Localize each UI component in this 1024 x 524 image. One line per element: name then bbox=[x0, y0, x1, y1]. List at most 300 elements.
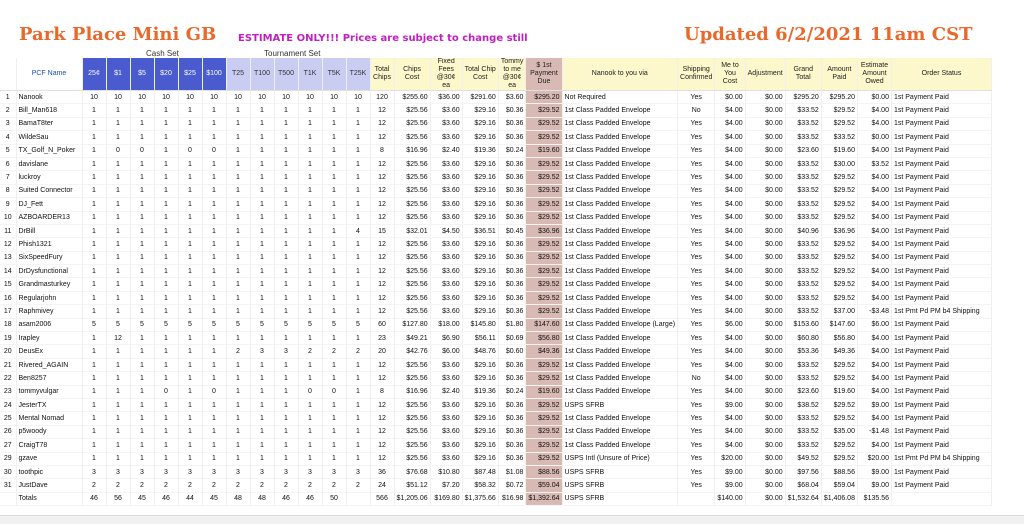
table-cell[interactable]: $3.60 bbox=[430, 184, 462, 197]
table-cell[interactable]: 1 bbox=[130, 278, 154, 291]
table-cell[interactable]: Yes bbox=[678, 144, 715, 157]
table-cell[interactable]: 1 bbox=[226, 104, 250, 117]
table-cell[interactable]: 1 bbox=[82, 211, 106, 224]
row-number[interactable]: 24 bbox=[0, 398, 16, 411]
pcf-name-cell[interactable]: Ben8257 bbox=[16, 372, 82, 385]
table-cell[interactable]: $0.00 bbox=[745, 91, 785, 104]
table-cell[interactable]: $4.00 bbox=[857, 332, 891, 345]
table-cell[interactable]: $0.24 bbox=[498, 385, 526, 398]
table-cell[interactable]: 1 bbox=[130, 265, 154, 278]
table-cell[interactable]: 1st Class Padded Envelope bbox=[562, 358, 678, 371]
table-cell[interactable]: 1st Class Padded Envelope bbox=[562, 265, 678, 278]
table-cell[interactable]: $29.16 bbox=[462, 198, 498, 211]
table-cell[interactable]: 1st Class Padded Envelope bbox=[562, 385, 678, 398]
totals-cell[interactable]: $1,375.66 bbox=[462, 492, 498, 505]
column-header[interactable]: T500 bbox=[274, 58, 298, 91]
row-number[interactable]: 14 bbox=[0, 265, 16, 278]
table-cell[interactable]: 1 bbox=[154, 278, 178, 291]
table-cell[interactable]: $0.00 bbox=[745, 318, 785, 331]
table-cell[interactable]: 0 bbox=[322, 385, 346, 398]
table-cell[interactable]: 1 bbox=[82, 104, 106, 117]
table-cell[interactable]: $9.00 bbox=[857, 465, 891, 478]
table-cell[interactable]: 12 bbox=[370, 291, 394, 304]
table-cell[interactable]: 1 bbox=[202, 171, 226, 184]
table-cell[interactable]: 12 bbox=[370, 398, 394, 411]
column-header[interactable]: T5K bbox=[322, 58, 346, 91]
table-row[interactable] bbox=[0, 211, 991, 224]
table-cell[interactable]: $88.56 bbox=[821, 465, 857, 478]
table-cell[interactable]: 1 bbox=[178, 198, 202, 211]
table-cell[interactable]: 1 bbox=[250, 171, 274, 184]
table-cell[interactable]: $9.00 bbox=[715, 479, 745, 492]
table-cell[interactable]: $25.56 bbox=[394, 238, 430, 251]
table-cell[interactable]: 1st Class Padded Envelope bbox=[562, 144, 678, 157]
table-cell[interactable]: $0.45 bbox=[498, 224, 526, 237]
table-cell[interactable]: 1 bbox=[106, 372, 130, 385]
table-cell[interactable]: 3 bbox=[250, 465, 274, 478]
table-cell[interactable]: 1 bbox=[178, 305, 202, 318]
table-cell[interactable]: $29.52 bbox=[821, 104, 857, 117]
table-cell[interactable]: 1st Class Padded Envelope bbox=[562, 305, 678, 318]
table-cell[interactable]: $4.00 bbox=[857, 224, 891, 237]
table-cell[interactable]: $0.00 bbox=[745, 104, 785, 117]
table-cell[interactable]: $4.00 bbox=[715, 265, 745, 278]
table-cell[interactable]: $0.36 bbox=[498, 131, 526, 144]
table-cell[interactable]: 2 bbox=[322, 345, 346, 358]
table-cell[interactable]: $4.00 bbox=[857, 372, 891, 385]
spreadsheet-grid[interactable] bbox=[0, 58, 1024, 506]
table-cell[interactable]: $29.16 bbox=[462, 265, 498, 278]
table-cell[interactable]: 1 bbox=[322, 198, 346, 211]
table-cell[interactable]: $29.16 bbox=[462, 278, 498, 291]
table-cell[interactable]: $0.00 bbox=[715, 91, 745, 104]
table-cell[interactable]: $29.16 bbox=[462, 425, 498, 438]
table-cell[interactable]: 1st Class Padded Envelope bbox=[562, 291, 678, 304]
table-cell[interactable]: 1st Class Padded Envelope bbox=[562, 251, 678, 264]
table-row[interactable] bbox=[0, 398, 991, 411]
table-cell[interactable]: 1 bbox=[346, 385, 370, 398]
table-cell[interactable]: $0.36 bbox=[498, 398, 526, 411]
table-cell[interactable]: $33.52 bbox=[785, 238, 821, 251]
table-cell[interactable]: $49.36 bbox=[526, 345, 562, 358]
table-cell[interactable]: 1 bbox=[130, 425, 154, 438]
table-cell[interactable]: 1st Payment Paid bbox=[891, 358, 991, 371]
table-cell[interactable]: $16.96 bbox=[394, 144, 430, 157]
table-cell[interactable]: 1 bbox=[250, 265, 274, 278]
column-header[interactable]: Fixed Fees @30¢ ea bbox=[430, 58, 462, 91]
totals-cell[interactable]: 45 bbox=[202, 492, 226, 505]
table-cell[interactable]: $29.52 bbox=[526, 452, 562, 465]
totals-cell[interactable]: $1,532.64 bbox=[785, 492, 821, 505]
table-cell[interactable]: 1st Payment Paid bbox=[891, 157, 991, 170]
table-cell[interactable]: 12 bbox=[370, 184, 394, 197]
column-header[interactable]: T100 bbox=[250, 58, 274, 91]
table-cell[interactable]: $3.60 bbox=[430, 439, 462, 452]
column-header[interactable]: $5 bbox=[130, 58, 154, 91]
table-cell[interactable]: 1 bbox=[178, 425, 202, 438]
pcf-name-cell[interactable]: Raphmivey bbox=[16, 305, 82, 318]
pcf-name-cell[interactable]: DrDysfunctional bbox=[16, 265, 82, 278]
table-cell[interactable]: 1 bbox=[226, 211, 250, 224]
table-cell[interactable]: 1st Pmt Pd PM b4 Shipping bbox=[891, 452, 991, 465]
table-cell[interactable]: 1st Payment Paid bbox=[891, 465, 991, 478]
table-cell[interactable]: 1 bbox=[82, 358, 106, 371]
table-cell[interactable]: 1 bbox=[130, 412, 154, 425]
row-number[interactable]: 2 bbox=[0, 104, 16, 117]
table-cell[interactable]: $4.00 bbox=[715, 198, 745, 211]
table-cell[interactable]: $25.56 bbox=[394, 425, 430, 438]
table-cell[interactable]: $19.60 bbox=[526, 144, 562, 157]
table-cell[interactable]: 2 bbox=[250, 479, 274, 492]
table-cell[interactable]: $25.56 bbox=[394, 278, 430, 291]
table-cell[interactable]: $4.00 bbox=[715, 144, 745, 157]
table-cell[interactable]: 1st Payment Paid bbox=[891, 398, 991, 411]
row-number[interactable]: 18 bbox=[0, 318, 16, 331]
table-cell[interactable]: $29.16 bbox=[462, 211, 498, 224]
table-cell[interactable]: 1 bbox=[202, 345, 226, 358]
table-cell[interactable]: 1 bbox=[322, 171, 346, 184]
table-cell[interactable]: 1 bbox=[250, 224, 274, 237]
table-cell[interactable]: $0.36 bbox=[498, 305, 526, 318]
table-cell[interactable]: 1 bbox=[202, 372, 226, 385]
table-cell[interactable]: $29.52 bbox=[526, 398, 562, 411]
table-cell[interactable]: 1 bbox=[106, 385, 130, 398]
table-cell[interactable]: $25.56 bbox=[394, 358, 430, 371]
table-cell[interactable]: 1 bbox=[82, 385, 106, 398]
table-row[interactable] bbox=[0, 425, 991, 438]
table-cell[interactable]: 1 bbox=[250, 412, 274, 425]
table-cell[interactable]: $33.52 bbox=[785, 425, 821, 438]
pcf-name-cell[interactable]: DeusEx bbox=[16, 345, 82, 358]
pcf-name-cell[interactable]: Nanook bbox=[16, 91, 82, 104]
table-cell[interactable]: Yes bbox=[678, 452, 715, 465]
table-cell[interactable]: 1 bbox=[274, 198, 298, 211]
table-cell[interactable]: 1 bbox=[250, 131, 274, 144]
table-cell[interactable]: 1 bbox=[274, 117, 298, 130]
table-cell[interactable]: $33.52 bbox=[785, 305, 821, 318]
table-cell[interactable]: 10 bbox=[298, 91, 322, 104]
table-cell[interactable]: 1 bbox=[298, 144, 322, 157]
table-cell[interactable]: 1 bbox=[130, 291, 154, 304]
table-cell[interactable]: 1 bbox=[202, 117, 226, 130]
table-cell[interactable]: 3 bbox=[298, 465, 322, 478]
table-cell[interactable]: 1 bbox=[130, 211, 154, 224]
table-cell[interactable]: 1 bbox=[346, 452, 370, 465]
table-cell[interactable]: 3 bbox=[154, 465, 178, 478]
table-cell[interactable]: 5 bbox=[130, 318, 154, 331]
table-cell[interactable]: $33.52 bbox=[785, 211, 821, 224]
table-cell[interactable]: 1 bbox=[82, 278, 106, 291]
pcf-name-cell[interactable]: Rivered_AGAIN bbox=[16, 358, 82, 371]
table-cell[interactable]: 1 bbox=[154, 345, 178, 358]
table-cell[interactable]: $0.36 bbox=[498, 358, 526, 371]
table-cell[interactable]: $0.00 bbox=[745, 479, 785, 492]
table-cell[interactable]: $4.00 bbox=[857, 104, 891, 117]
column-header[interactable]: PCF Name bbox=[16, 58, 82, 91]
table-cell[interactable]: 1 bbox=[106, 345, 130, 358]
table-cell[interactable]: $29.52 bbox=[526, 198, 562, 211]
table-cell[interactable]: $35.00 bbox=[821, 425, 857, 438]
column-header[interactable]: $100 bbox=[202, 58, 226, 91]
table-cell[interactable]: $3.60 bbox=[430, 157, 462, 170]
table-cell[interactable]: $20.00 bbox=[857, 452, 891, 465]
table-cell[interactable]: $0.36 bbox=[498, 265, 526, 278]
table-cell[interactable]: $33.52 bbox=[785, 157, 821, 170]
table-cell[interactable]: 1 bbox=[226, 251, 250, 264]
table-cell[interactable]: Yes bbox=[678, 91, 715, 104]
table-cell[interactable]: 1 bbox=[322, 211, 346, 224]
table-cell[interactable]: 1 bbox=[250, 278, 274, 291]
table-cell[interactable]: $145.80 bbox=[462, 318, 498, 331]
table-cell[interactable]: $29.52 bbox=[821, 439, 857, 452]
table-cell[interactable]: 1 bbox=[106, 412, 130, 425]
table-cell[interactable]: 1 bbox=[250, 157, 274, 170]
table-cell[interactable]: 1 bbox=[82, 305, 106, 318]
table-cell[interactable]: $4.00 bbox=[715, 385, 745, 398]
table-cell[interactable]: $29.16 bbox=[462, 157, 498, 170]
table-cell[interactable]: 1st Payment Paid bbox=[891, 211, 991, 224]
table-cell[interactable]: $0.36 bbox=[498, 439, 526, 452]
table-cell[interactable]: $0.00 bbox=[745, 385, 785, 398]
table-cell[interactable]: $0.36 bbox=[498, 278, 526, 291]
table-cell[interactable]: 1 bbox=[178, 104, 202, 117]
table-cell[interactable]: $0.36 bbox=[498, 211, 526, 224]
table-cell[interactable]: 1 bbox=[130, 439, 154, 452]
table-cell[interactable]: 5 bbox=[202, 318, 226, 331]
table-cell[interactable]: 1 bbox=[106, 224, 130, 237]
table-cell[interactable]: 12 bbox=[370, 198, 394, 211]
totals-cell[interactable]: $1,205.06 bbox=[394, 492, 430, 505]
table-cell[interactable]: 1st Payment Paid bbox=[891, 224, 991, 237]
table-cell[interactable]: $0.36 bbox=[498, 157, 526, 170]
table-cell[interactable]: $25.56 bbox=[394, 184, 430, 197]
table-cell[interactable]: 1 bbox=[202, 452, 226, 465]
table-cell[interactable]: $29.52 bbox=[526, 157, 562, 170]
table-cell[interactable]: $56.80 bbox=[526, 332, 562, 345]
table-cell[interactable]: 1 bbox=[106, 171, 130, 184]
table-cell[interactable]: $0.00 bbox=[745, 251, 785, 264]
table-cell[interactable]: -$3.48 bbox=[857, 305, 891, 318]
row-number[interactable]: 12 bbox=[0, 238, 16, 251]
row-number[interactable]: 4 bbox=[0, 131, 16, 144]
table-cell[interactable]: 1 bbox=[82, 157, 106, 170]
table-cell[interactable]: 1 bbox=[346, 332, 370, 345]
table-cell[interactable]: 1 bbox=[346, 291, 370, 304]
table-cell[interactable]: $7.20 bbox=[430, 479, 462, 492]
table-cell[interactable]: $3.60 bbox=[430, 131, 462, 144]
table-cell[interactable]: 0 bbox=[106, 144, 130, 157]
table-cell[interactable]: 1 bbox=[274, 358, 298, 371]
table-cell[interactable]: $3.60 bbox=[430, 171, 462, 184]
table-cell[interactable]: 1 bbox=[226, 305, 250, 318]
table-row[interactable] bbox=[0, 372, 991, 385]
table-cell[interactable]: $0.36 bbox=[498, 372, 526, 385]
pcf-name-cell[interactable]: AZBOARDER13 bbox=[16, 211, 82, 224]
table-cell[interactable]: $19.60 bbox=[821, 144, 857, 157]
table-cell[interactable]: 1 bbox=[178, 131, 202, 144]
table-cell[interactable]: 1 bbox=[250, 117, 274, 130]
table-cell[interactable]: 20 bbox=[370, 345, 394, 358]
table-cell[interactable]: $29.52 bbox=[526, 211, 562, 224]
table-cell[interactable]: $29.52 bbox=[821, 117, 857, 130]
table-cell[interactable]: 1 bbox=[346, 412, 370, 425]
table-cell[interactable]: 1 bbox=[130, 238, 154, 251]
table-cell[interactable]: $4.00 bbox=[715, 224, 745, 237]
table-cell[interactable]: $0.00 bbox=[745, 412, 785, 425]
table-cell[interactable]: $6.00 bbox=[857, 318, 891, 331]
table-cell[interactable]: $19.36 bbox=[462, 144, 498, 157]
table-cell[interactable]: 1 bbox=[226, 131, 250, 144]
table-cell[interactable]: 12 bbox=[370, 117, 394, 130]
table-cell[interactable]: 3 bbox=[106, 465, 130, 478]
table-cell[interactable]: $29.52 bbox=[821, 278, 857, 291]
table-cell[interactable]: $4.00 bbox=[715, 184, 745, 197]
table-cell[interactable]: Yes bbox=[678, 398, 715, 411]
table-cell[interactable]: 1 bbox=[106, 198, 130, 211]
table-cell[interactable]: 1st Class Padded Envelope bbox=[562, 198, 678, 211]
table-cell[interactable]: No bbox=[678, 104, 715, 117]
table-cell[interactable]: 1st Class Padded Envelope bbox=[562, 425, 678, 438]
pcf-name-cell[interactable]: gzave bbox=[16, 452, 82, 465]
table-cell[interactable]: 2 bbox=[298, 345, 322, 358]
column-header[interactable]: Chips Cost bbox=[394, 58, 430, 91]
pcf-name-cell[interactable]: davislane bbox=[16, 157, 82, 170]
table-cell[interactable]: 10 bbox=[202, 91, 226, 104]
column-header[interactable]: $20 bbox=[154, 58, 178, 91]
table-cell[interactable]: 1 bbox=[298, 131, 322, 144]
pcf-name-cell[interactable]: Regularjohn bbox=[16, 291, 82, 304]
table-cell[interactable]: 1 bbox=[154, 224, 178, 237]
table-cell[interactable]: $0.24 bbox=[498, 144, 526, 157]
table-cell[interactable]: $6.00 bbox=[430, 345, 462, 358]
table-cell[interactable]: 0 bbox=[154, 385, 178, 398]
table-cell[interactable]: 3 bbox=[250, 345, 274, 358]
totals-cell[interactable]: $1,406.08 bbox=[821, 492, 857, 505]
table-cell[interactable]: 1 bbox=[202, 412, 226, 425]
table-cell[interactable]: 1 bbox=[178, 251, 202, 264]
table-cell[interactable]: 1 bbox=[226, 144, 250, 157]
table-cell[interactable]: 1 bbox=[130, 398, 154, 411]
totals-cell[interactable]: Totals bbox=[16, 492, 82, 505]
table-cell[interactable]: 3 bbox=[322, 465, 346, 478]
table-row[interactable] bbox=[0, 452, 991, 465]
column-header[interactable]: Amount Paid bbox=[821, 58, 857, 91]
table-cell[interactable]: 1 bbox=[154, 131, 178, 144]
table-cell[interactable]: $29.52 bbox=[526, 238, 562, 251]
table-cell[interactable]: 1 bbox=[202, 157, 226, 170]
table-cell[interactable]: 1 bbox=[298, 265, 322, 278]
table-cell[interactable]: 1 bbox=[106, 117, 130, 130]
table-cell[interactable]: 1 bbox=[130, 131, 154, 144]
pcf-name-cell[interactable]: JesterTX bbox=[16, 398, 82, 411]
table-cell[interactable]: $295.20 bbox=[785, 91, 821, 104]
table-row[interactable] bbox=[0, 131, 991, 144]
table-cell[interactable]: $25.56 bbox=[394, 198, 430, 211]
table-cell[interactable]: 1 bbox=[106, 439, 130, 452]
column-header[interactable]: Total Chips bbox=[370, 58, 394, 91]
table-cell[interactable]: 2 bbox=[226, 479, 250, 492]
table-cell[interactable]: $3.60 bbox=[498, 91, 526, 104]
table-cell[interactable]: 1st Payment Paid bbox=[891, 117, 991, 130]
table-cell[interactable]: Yes bbox=[678, 224, 715, 237]
table-cell[interactable]: 1 bbox=[274, 184, 298, 197]
pcf-name-cell[interactable]: CraigT78 bbox=[16, 439, 82, 452]
table-cell[interactable]: 1 bbox=[178, 358, 202, 371]
table-cell[interactable]: $0.00 bbox=[745, 332, 785, 345]
table-cell[interactable]: $0.36 bbox=[498, 117, 526, 130]
table-cell[interactable]: 1 bbox=[82, 117, 106, 130]
table-cell[interactable]: $0.00 bbox=[745, 117, 785, 130]
table-cell[interactable]: $29.52 bbox=[821, 358, 857, 371]
table-cell[interactable]: $0.00 bbox=[745, 425, 785, 438]
table-cell[interactable]: 1 bbox=[346, 251, 370, 264]
table-cell[interactable]: 12 bbox=[370, 412, 394, 425]
table-cell[interactable]: $3.52 bbox=[857, 157, 891, 170]
table-cell[interactable]: 1 bbox=[298, 452, 322, 465]
column-header[interactable]: Grand Total bbox=[785, 58, 821, 91]
pcf-name-cell[interactable]: Irapley bbox=[16, 332, 82, 345]
table-cell[interactable]: 1 bbox=[346, 265, 370, 278]
table-cell[interactable]: $9.00 bbox=[715, 465, 745, 478]
row-number[interactable]: 29 bbox=[0, 452, 16, 465]
table-cell[interactable]: $33.52 bbox=[785, 412, 821, 425]
table-cell[interactable]: $36.51 bbox=[462, 224, 498, 237]
table-cell[interactable]: $0.00 bbox=[745, 131, 785, 144]
table-cell[interactable]: 1 bbox=[298, 278, 322, 291]
table-cell[interactable]: 1 bbox=[226, 184, 250, 197]
table-cell[interactable]: 5 bbox=[274, 318, 298, 331]
table-cell[interactable]: $3.60 bbox=[430, 358, 462, 371]
table-cell[interactable]: 1 bbox=[106, 278, 130, 291]
table-cell[interactable]: 5 bbox=[346, 318, 370, 331]
table-cell[interactable]: 1 bbox=[298, 305, 322, 318]
table-cell[interactable]: 1 bbox=[274, 104, 298, 117]
table-cell[interactable]: Yes bbox=[678, 412, 715, 425]
row-number[interactable]: 13 bbox=[0, 251, 16, 264]
table-cell[interactable]: $291.60 bbox=[462, 91, 498, 104]
table-cell[interactable]: $29.16 bbox=[462, 412, 498, 425]
table-cell[interactable]: Yes bbox=[678, 318, 715, 331]
totals-cell[interactable]: $135.56 bbox=[857, 492, 891, 505]
table-cell[interactable]: $3.60 bbox=[430, 278, 462, 291]
table-cell[interactable]: 1 bbox=[274, 131, 298, 144]
table-cell[interactable]: $60.80 bbox=[785, 332, 821, 345]
table-cell[interactable]: 10 bbox=[274, 91, 298, 104]
table-cell[interactable]: 1 bbox=[274, 385, 298, 398]
table-cell[interactable]: $33.52 bbox=[785, 278, 821, 291]
table-cell[interactable]: 1 bbox=[178, 412, 202, 425]
totals-cell[interactable]: $169.80 bbox=[430, 492, 462, 505]
table-cell[interactable]: 1 bbox=[250, 398, 274, 411]
table-cell[interactable]: 1st Payment Paid bbox=[891, 184, 991, 197]
table-cell[interactable]: $25.56 bbox=[394, 251, 430, 264]
table-cell[interactable]: $4.00 bbox=[715, 171, 745, 184]
table-cell[interactable]: 1st Class Padded Envelope bbox=[562, 211, 678, 224]
table-cell[interactable]: $25.56 bbox=[394, 439, 430, 452]
table-cell[interactable]: $33.52 bbox=[785, 291, 821, 304]
table-cell[interactable]: $29.16 bbox=[462, 452, 498, 465]
pcf-name-cell[interactable]: Suited Connector bbox=[16, 184, 82, 197]
table-cell[interactable]: 1 bbox=[82, 144, 106, 157]
table-cell[interactable]: 1 bbox=[202, 265, 226, 278]
table-cell[interactable]: 1 bbox=[322, 184, 346, 197]
table-cell[interactable]: 1 bbox=[298, 211, 322, 224]
table-cell[interactable]: $29.16 bbox=[462, 305, 498, 318]
totals-cell[interactable]: $16.98 bbox=[498, 492, 526, 505]
table-cell[interactable]: Yes bbox=[678, 278, 715, 291]
table-cell[interactable]: $9.00 bbox=[857, 479, 891, 492]
table-cell[interactable]: 1 bbox=[178, 278, 202, 291]
